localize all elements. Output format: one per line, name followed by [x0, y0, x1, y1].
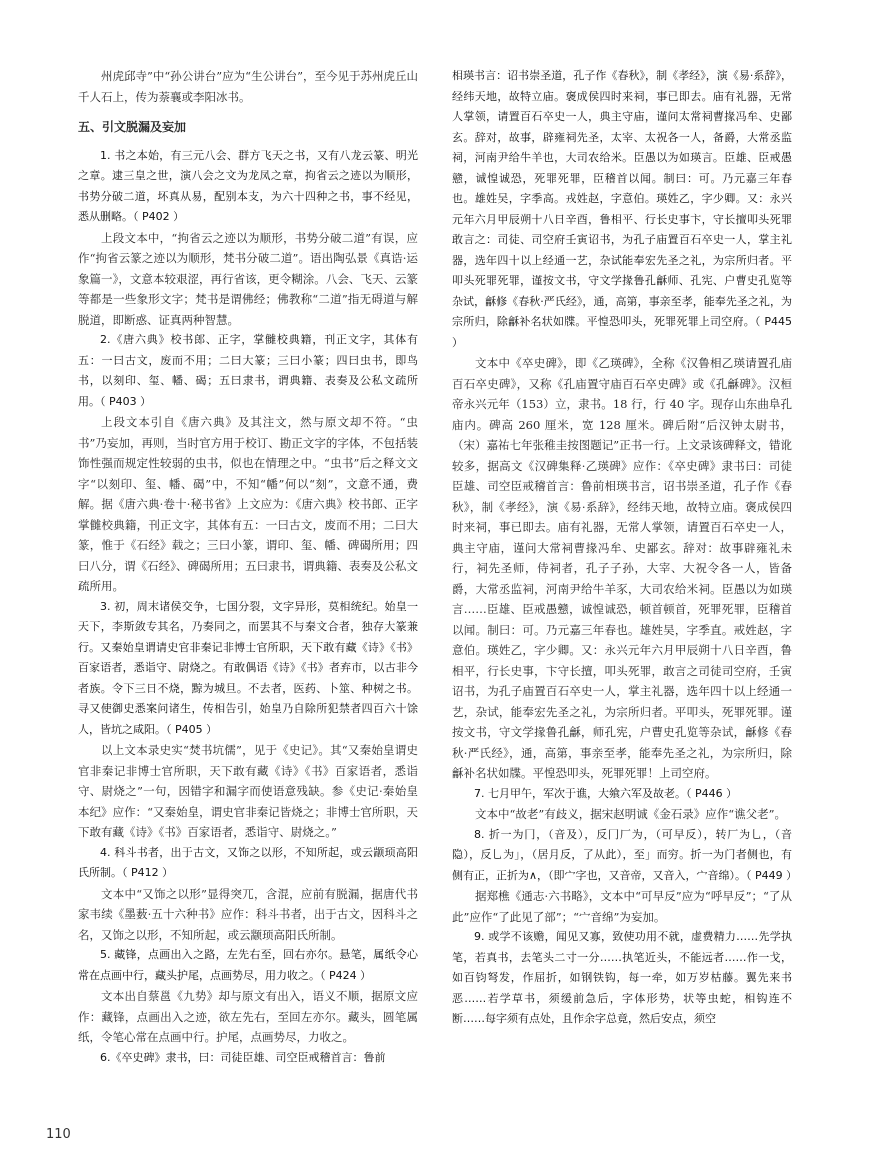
quoted-passage: 8. 折一为冂，（音及），反冂厂为，（可早反），转厂为乚，（音隐），反乚为」，（居月反，了从此），至」而穷。折一为门者侧也，有侧有正，正折为∧，（即宀字也，又音帝，又音入，宀音绵）。（ P449 ） [452, 827, 798, 882]
page-number: 110 [46, 1127, 71, 1142]
right-column [452, 66, 798, 1030]
quoted-passage: 6.《卒史碑》隶书，曰：司徒臣雄、司空臣戒稽首言：鲁前 [100, 1050, 386, 1064]
commentary-paragraph: 据郑樵《通志·六书略》，文本中“可早反”应为“呼早反”；“了从此”应作“了此见了部”；“宀音绵”为妄加。 [452, 889, 792, 924]
quoted-passage-continued: 相瑛书言：诏书崇圣道，孔子作《春秋》，制《孝经》，演《易·系辞》，经纬天地，故特立庙。褒成侯四时来祠，事已即去。庙有礼器，无常人掌领，请置百石卒史一人，典主守庙，谨问太常祠曹掾冯牟、史鄙玄。辞对，故事，辟雍祠先圣，太宰、太祝各一人，备爵，大常丞监祠，河南尹给牛羊也，大司农给米。臣愚以为如瑛言。臣雄、臣戒愚戆，诚惶诚恐，死罪死罪，臣稽首以闻。制曰：可。乃元嘉三年春也。雄姓吴，字季高。戎姓赵，字意伯。瑛姓乙，字少卿。又：永兴元年六月甲辰朔十八日辛酉，鲁相平、行长史事卞，守长擅叩头死罪敢言之：司徒、司空府壬寅诏书，为孔子庙置百石卒史一人，掌主礼器，选年四十以上经通一艺，杂试能奉宏先圣之礼，为宗所归者。平叩头死罪死罪，谨按文书，守文学掾鲁孔龢师、孔宪、户曹史孔览等杂试，龢修《春秋·严氏经》，通，高第，事亲至孝，能奉先圣之礼，为宗所归，除龢补名状如牒。平惶恐叩头，死罪死罪上司空府。（ P445 ） [452, 69, 792, 349]
commentary-paragraph: 州虎邱寺”中“孙公讲台”应为“生公讲台”，至今见于苏州虎丘山千人石上，传为萘襄或李阳冰书。 [78, 69, 418, 104]
quoted-passage: 7. 七月甲午，军次于谯，大飨六军及故老。（ P446 ） [474, 786, 738, 800]
commentary-paragraph: 文本出自蔡邕《九势》却与原文有出入，语义不顺，据原文应作：藏锋，点画出入之迹，欲左先右，至回左亦尔。藏头，圆笔属纸，令笔心常在点画中行。护尾，点画势尽，力收之。 [78, 989, 418, 1044]
commentary-paragraph: 文本中“又饰之以形”显得突兀，含混，应前有脱漏，据唐代书家韦续《墨薮·五十六种书》应作：科斗书者，出于古文，因科斗之名，又饰之以形，不知所起，或云颛顼高阳氏所制。 [78, 886, 418, 942]
commentary-paragraph: 以上文本录史实“焚书坑儒”，见于《史记》。其“又秦始皇谓史官非秦记非博士官所职，天下敢有藏《诗》《书》百家语者，悉诣守、尉烧之”一句，因错字和漏字而使语意残缺。参《史记·秦始皇本纪》应作：“又秦始皇，谓史官非秦记皆烧之；非博士官所职，天下敢有藏《诗》《书》百家语者，悉诣守、尉烧之。” [78, 743, 418, 839]
quoted-passage: 4. 科斗书者，出于古文，又饰之以形，不知所起，或云颛顼高阳氏所制。（ P412 ） [78, 845, 418, 879]
commentary-paragraph: 文本中“故老”有歧义，据宋赵明诚《金石录》应作“谯父老”。 [475, 807, 787, 821]
commentary-paragraph: 上段文本引自《唐六典》及其注文，然与原文却不符。“虫书”乃妄加，再则，当时官方用于校订、勘正文字的字体，不包括装饰性强而规定性较弱的虫书，似也在情理之中。“虫书”后之释文文字“以刻印、玺、幡、碣”中，不知“幡”何以“刻”，文意不通，费解。据《唐六典·卷十·秘书省》上文应为：《唐六典》校书郎、正字掌雠校典籍，刊正文字，其体有五：一曰古文，废而不用；二曰大篆，惟于《石经》载之；三曰小篆，谓印、玺、幡、碑碣所用；四曰八分，谓《石经》、碑碣所用；五曰隶书，谓典籍、表奏及公私文疏所用。 [78, 415, 418, 593]
quoted-passage: 3. 初，周末诸侯交争，七国分裂，文字异形，莫相统纪。始皇一天下，李斯敛专其名，乃奏同之，而罢其不与秦文合者，独存大篆兼行。又秦始皇谓请史官非秦记非博士官所职，天下敢有藏《诗》《书》百家语者，悉诣守、尉烧之。有敢偶语《诗》《书》者弃市，以古非今者族。令下三日不烧，黥为城旦。不去者，医药、卜筮、种树之书。寻又使御史悉案问诸生，传相告引，始皇乃自除所犯禁者四百六十馀人，皆坑之咸阳。（ P405 ） [78, 599, 418, 736]
quoted-passage: 5. 藏锋，点画出入之路，左先右至，回右亦尔。悬笔，属纸令心常在点画中行，藏头护尾，点画势尽，用力收之。（ P424 ） [78, 948, 418, 982]
quoted-passage: 2.《唐六典》校书郎、正字，掌雠校典籍，刊正文字，其体有五：一曰古文，废而不用；二曰大篆；三曰小篆；四曰虫书，即鸟书，以刻印、玺、幡、碣；五曰隶书，谓典籍、表奏及公私文疏所用。（ P403 ） [78, 333, 418, 408]
left-column [78, 66, 418, 1068]
commentary-paragraph: 文本中《卒史碑》，即《乙瑛碑》，全称《汉鲁相乙瑛请置孔庙百石卒史碑》，又称《孔庙置守庙百石卒史碑》或《孔龢碑》。汉桓帝永兴元年（153）立，隶书。18 行，行 40 字。现存山东曲阜孔庙内。碑高 260 厘米，宽 128 厘米。碑后附“后汉钟太尉书，（宋）嘉祐七年张稚圭按图题记”正书一行。上文录该碑释文，错讹较多，据高文《汉碑集释·乙瑛碑》应作：《卒史碑》隶书曰：司徒臣雄、司空臣戒稽首言：鲁前相瑛书言，诏书崇圣道，孔子作《春秋》，制《孝经》，演《易·系辞》，经纬天地，故特立庙。褒成侯四时来祠，事已即去。庙有礼器，无常人掌领，请置百石卒史一人，典主守庙，谨问大常祠曹掾冯牟、史鄙玄。辞对：故事辟雍礼未行，祠先圣师，侍祠者，孔子子孙，大宰、大祝令各一人，皆备爵，大常丞监祠，河南尹给牛羊豕，大司农给米祠。臣愚以为如瑛言……臣雄、臣戒愚戆，诚惶诚恐，顿首顿首，死罪死罪，臣稽首以闻。制曰：可。乃元嘉三年春也。雄姓吴，字季直。戒姓赵，字意伯。瑛姓乙，字少卿。又：永兴元年六月甲辰朔十八日辛酉，鲁相平，行长史事，卞守长擅，叩头死罪，敢言之司徒司空府，壬寅诏书，为孔子庙置百石卒史一人，掌主礼器，选年四十以上经通一艺，杂试，能奉宏先圣之礼，为宗所归者。平叩头，死罪死罪。谨按文书，守文学掾鲁孔龢，师孔宪，户曹史孔览等杂试，龢修《春秋·严氏经》，通，高第，事亲至孝，能奉先圣之礼，为宗所归，除龢补名状如牒。平惶恐叩头，死罪死罪！上司空府。 [452, 356, 792, 780]
section-heading: 五、引文脱漏及妄加 [78, 120, 187, 134]
quoted-passage: 9. 或学不该赡，闻见又寡，致使功用不就，虚费精力……先学执笔，若真书，去笔头二寸一分……执笔近头，不能远者……作一戈，如百钧弩发，作屈折，如钢铁钩，每一牵，如万岁枯藤。翼先来书恶……若学草书，须缓前急后，字体形势，状等虫蛇，相钩连不断……每字须有点处，且作余字总竟，然后安点，须空 [452, 930, 792, 1025]
commentary-paragraph: 上段文本中，“拘省云之迹以为顺形，书势分破二道”有误，应作“拘省云篆之迹以为顺形，梵书分破二道”。语出陶弘景《真诰·运象篇一》，文意本较艰涩，再行省该，更令糊涂。八会、飞天、云篆等都是一些象形文字；梵书是谓佛经；佛教称“二道”指无碍道与解脱道，即断惑、证真两种智慧。 [78, 230, 418, 327]
quoted-passage: 1. 书之本始，有三元八会、群方飞天之书，又有八龙云篆、明光之章。逮三皇之世，演八会之文为龙凤之章，拘省云之迹以为顺形，书势分破二道，坏真从易，配别本支，为六十四种之书，事不经见，悉从删略。（ P402 ） [78, 148, 418, 223]
